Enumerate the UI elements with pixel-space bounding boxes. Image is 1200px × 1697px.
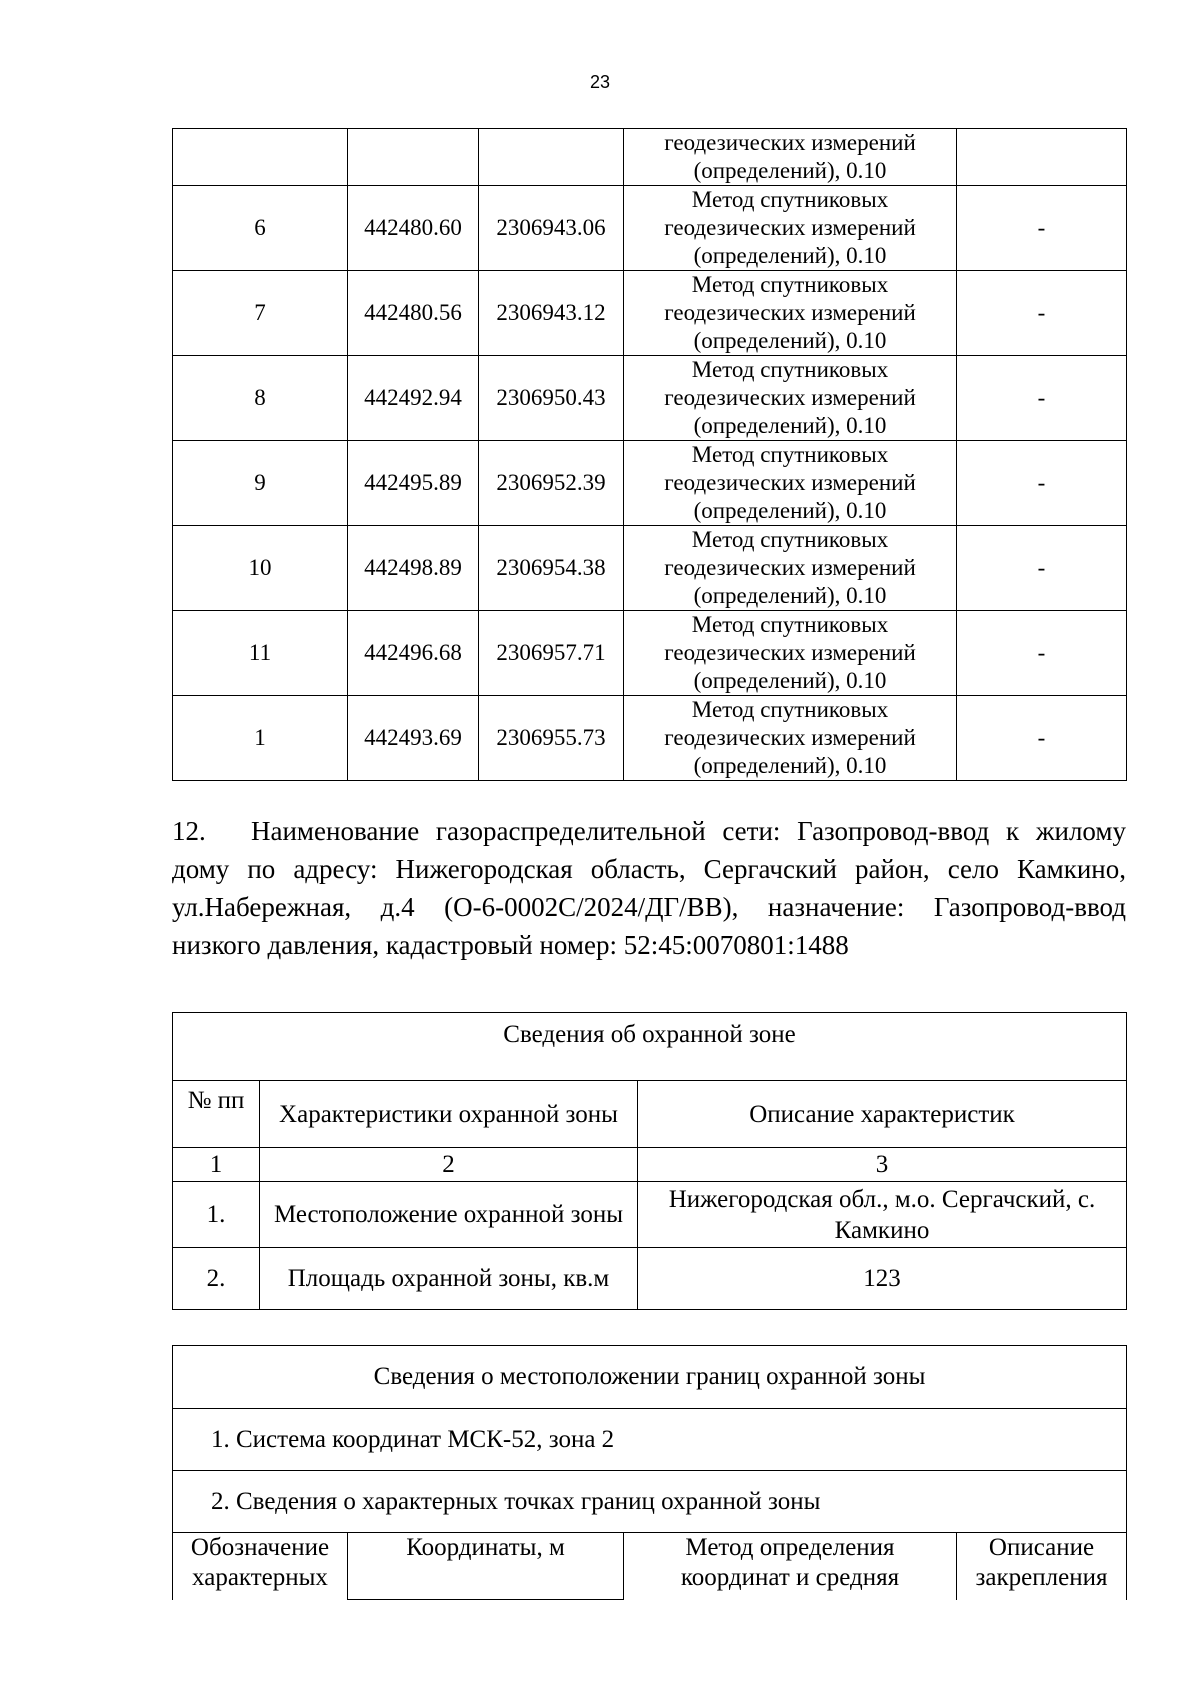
method-line: геодезических измерений [664,215,916,240]
x-coordinate-cell: 442496.68 [348,611,479,696]
method-line: (определений), 0.10 [693,328,887,353]
table-row [173,186,1127,271]
table-row [173,271,1127,356]
point-number-cell: 6 [173,186,348,271]
method-line: геодезических измерений [664,300,916,325]
fixing-description-cell: - [957,441,1127,526]
point-number-cell: 8 [173,356,348,441]
protection-zone-info-table [172,1012,1127,1310]
header-coordinates: Координаты, м [348,1533,624,1600]
fixing-description-cell: - [957,271,1127,356]
y-coordinate-cell: 2306950.43 [479,356,624,441]
header-fixing: Описание закрепления [957,1533,1127,1600]
fixing-description-cell: - [957,526,1127,611]
fixing-description-cell: - [957,696,1127,781]
method-line: геодезических измерений [664,130,916,155]
table-row [173,1248,1127,1310]
table-row [173,696,1127,781]
method-cell [624,696,957,781]
method-line: геодезических измерений [664,640,916,665]
method-line: геодезических измерений [664,725,916,750]
method-line: Метод спутниковых [691,357,889,382]
characteristic-cell: Площадь охранной зоны, кв.м [260,1248,638,1310]
y-coordinate-cell [479,129,624,186]
section-paragraph [172,812,1126,964]
y-coordinate-cell: 2306943.06 [479,186,624,271]
y-coordinate-cell: 2306943.12 [479,271,624,356]
header-method: Метод определения координат и средняя [624,1533,957,1600]
table-row [173,526,1127,611]
method-line: Метод спутниковых [691,187,889,212]
method-line: Метод спутниковых [691,527,889,552]
method-line: (определений), 0.10 [693,158,887,183]
header-characteristics: Характеристики охранной зоны [260,1081,638,1148]
fixing-description-cell: - [957,356,1127,441]
method-line: геодезических измерений [664,555,916,580]
table-row [173,441,1127,526]
method-line: Метод спутниковых [691,612,889,637]
column-number: 2 [260,1148,638,1182]
x-coordinate-cell: 442495.89 [348,441,479,526]
method-line: геодезических измерений [664,470,916,495]
x-coordinate-cell: 442493.69 [348,696,479,781]
description-cell: Нижегородская обл., м.о. Сергачский, с. Камкино [638,1182,1127,1248]
point-number-cell [173,129,348,186]
coordinate-system-line: 1. Система координат МСК-52, зона 2 [173,1409,1127,1471]
zone-boundaries-table [172,1345,1127,1600]
row-number: 1. [173,1182,260,1248]
method-cell [624,271,957,356]
table-row [173,1182,1127,1248]
method-cell [624,129,957,186]
method-line: (определений), 0.10 [693,753,887,778]
method-line: (определений), 0.10 [693,583,887,608]
header-description: Описание характеристик [638,1081,1127,1148]
description-cell: 123 [638,1248,1127,1310]
point-number-cell: 7 [173,271,348,356]
method-cell [624,186,957,271]
y-coordinate-cell: 2306955.73 [479,696,624,781]
y-coordinate-cell: 2306957.71 [479,611,624,696]
table-row [173,611,1127,696]
fixing-description-cell [957,129,1127,186]
method-line: (определений), 0.10 [693,413,887,438]
y-coordinate-cell: 2306954.38 [479,526,624,611]
fixing-description-cell: - [957,611,1127,696]
section-number: 12. [172,816,206,846]
header-designation: Обозначение характерных [173,1533,348,1600]
table-title: Сведения о местоположении границ охранной зоны [173,1346,1127,1409]
header-number: № пп [173,1081,260,1148]
method-cell [624,356,957,441]
method-line: (определений), 0.10 [693,498,887,523]
x-coordinate-cell [348,129,479,186]
x-coordinate-cell: 442492.94 [348,356,479,441]
method-line: Метод спутниковых [691,272,889,297]
point-number-cell: 1 [173,696,348,781]
page-number: 23 [589,72,611,92]
table-row [173,356,1127,441]
column-number: 1 [173,1148,260,1182]
method-cell [624,611,957,696]
y-coordinate-cell: 2306952.39 [479,441,624,526]
method-line: геодезических измерений [664,385,916,410]
coordinates-table [172,128,1127,781]
fixing-description-cell: - [957,186,1127,271]
method-line: (определений), 0.10 [693,668,887,693]
characteristic-cell: Местоположение охранной зоны [260,1182,638,1248]
point-number-cell: 9 [173,441,348,526]
section-text: Наименование газораспределительной сети: Газопровод-ввод к жилому дому по адресу: Нижегородская область, Сергачский район, село Камкино, ул.Набережная, д.4 (О-6-0002С/2024/ДГ/ВВ), назначение: Газопровод-ввод низкого давления, кадастровый номер: 52:45:0070801:1488 [172,816,1126,960]
row-number: 2. [173,1248,260,1310]
method-cell [624,526,957,611]
point-number-cell: 11 [173,611,348,696]
method-line: (определений), 0.10 [693,243,887,268]
x-coordinate-cell: 442480.60 [348,186,479,271]
column-number: 3 [638,1148,1127,1182]
x-coordinate-cell: 442480.56 [348,271,479,356]
method-line: Метод спутниковых [691,442,889,467]
x-coordinate-cell: 442498.89 [348,526,479,611]
point-number-cell: 10 [173,526,348,611]
characteristic-points-line: 2. Сведения о характерных точках границ охранной зоны [173,1471,1127,1533]
table-title: Сведения об охранной зоне [173,1013,1127,1081]
method-cell [624,441,957,526]
method-line: Метод спутниковых [691,697,889,722]
table-row [173,129,1127,186]
